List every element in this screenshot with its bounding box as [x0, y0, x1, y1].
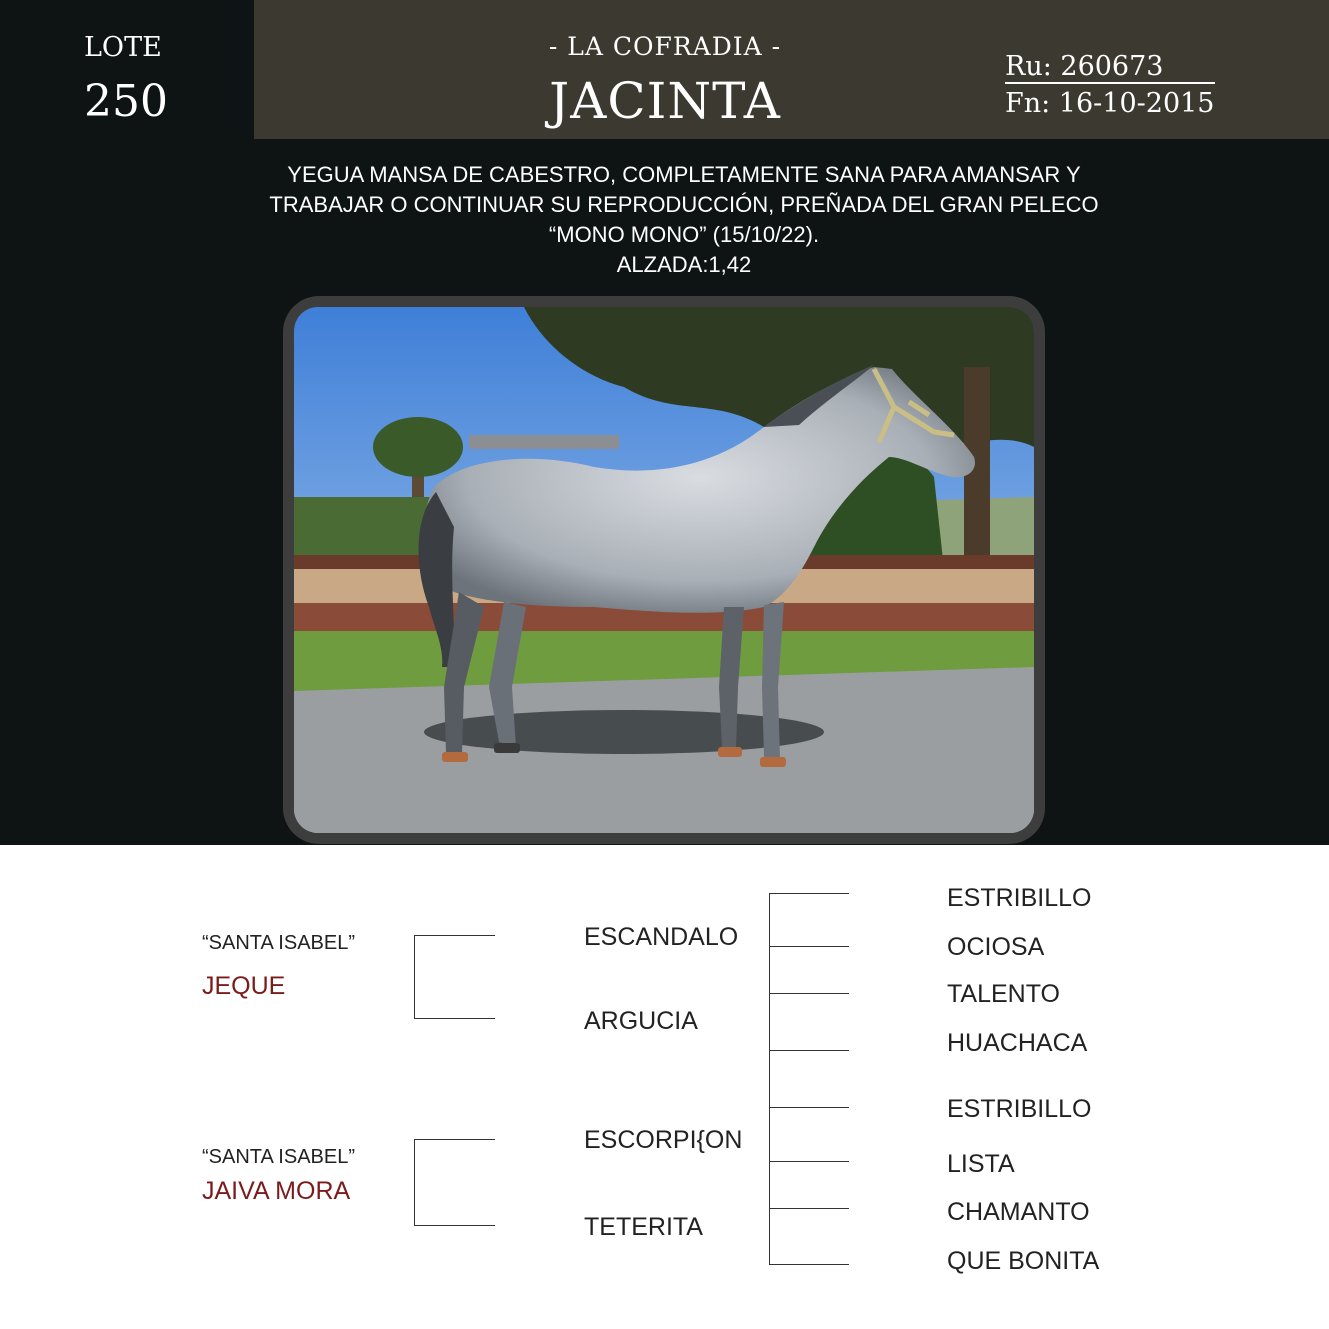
description-line: TRABAJAR O CONTINUAR SU REPRODUCCIÓN, PREÑADA DEL GRAN PELECO [269, 192, 1099, 217]
sire-origin: “SANTA ISABEL” [202, 932, 356, 954]
bracket-line [414, 1225, 495, 1226]
bracket-line [414, 1139, 415, 1226]
description [254, 160, 1114, 280]
bracket-line [414, 935, 415, 1019]
grandparent-name: TETERITA [584, 1213, 703, 1241]
lot-label: LOTE [84, 32, 162, 63]
great-grandparent-name: ESTRIBILLO [947, 884, 1092, 912]
great-grandparent-name: OCIOSA [947, 933, 1045, 961]
bracket-line [769, 1264, 849, 1265]
bracket-line [769, 1208, 849, 1209]
bracket-line [769, 1161, 849, 1162]
horse-photo [294, 307, 1034, 833]
breeder-name: - LA COFRADIA - [548, 32, 782, 61]
registry-number: Ru: 260673 [1005, 52, 1215, 84]
bracket-line [769, 993, 849, 994]
registration-info [1005, 48, 1215, 122]
sire-name: JEQUE [202, 972, 286, 1000]
great-grandparent-name: TALENTO [947, 980, 1060, 1008]
bracket-line [414, 935, 495, 936]
great-grandparent-name: CHAMANTO [947, 1198, 1090, 1226]
birth-date: Fn: 16-10-2015 [1005, 88, 1215, 119]
description-line: ALZADA:1,42 [616, 252, 752, 277]
bracket-line [414, 1018, 495, 1019]
description-line: YEGUA MANSA DE CABESTRO, COMPLETAMENTE SANA PARA AMANSAR Y [287, 162, 1081, 187]
great-grandparent-name: HUACHACA [947, 1029, 1088, 1057]
grandparent-name: ARGUCIA [584, 1007, 698, 1035]
bracket-line [769, 1107, 849, 1108]
great-grandparent-name: QUE BONITA [947, 1247, 1100, 1275]
bracket-line [414, 1139, 495, 1140]
great-grandparent-name: ESTRIBILLO [947, 1095, 1092, 1123]
bracket-line [769, 1050, 849, 1051]
lot-box [0, 0, 254, 139]
horse-name: JACINTA [549, 72, 781, 130]
description-line: “MONO MONO” (15/10/22). [548, 222, 820, 247]
bracket-line [769, 893, 849, 894]
bracket-line [769, 946, 849, 947]
lot-number: 250 [84, 76, 168, 127]
dam-origin: “SANTA ISABEL” [202, 1146, 356, 1168]
great-grandparent-name: LISTA [947, 1150, 1015, 1178]
horse-photo-illustration [294, 307, 1034, 833]
grandparent-name: ESCANDALO [584, 923, 739, 951]
dam-name: JAIVA MORA [202, 1177, 351, 1205]
bracket-line [769, 893, 770, 1265]
grandparent-name: ESCORPI{ON [584, 1126, 743, 1154]
